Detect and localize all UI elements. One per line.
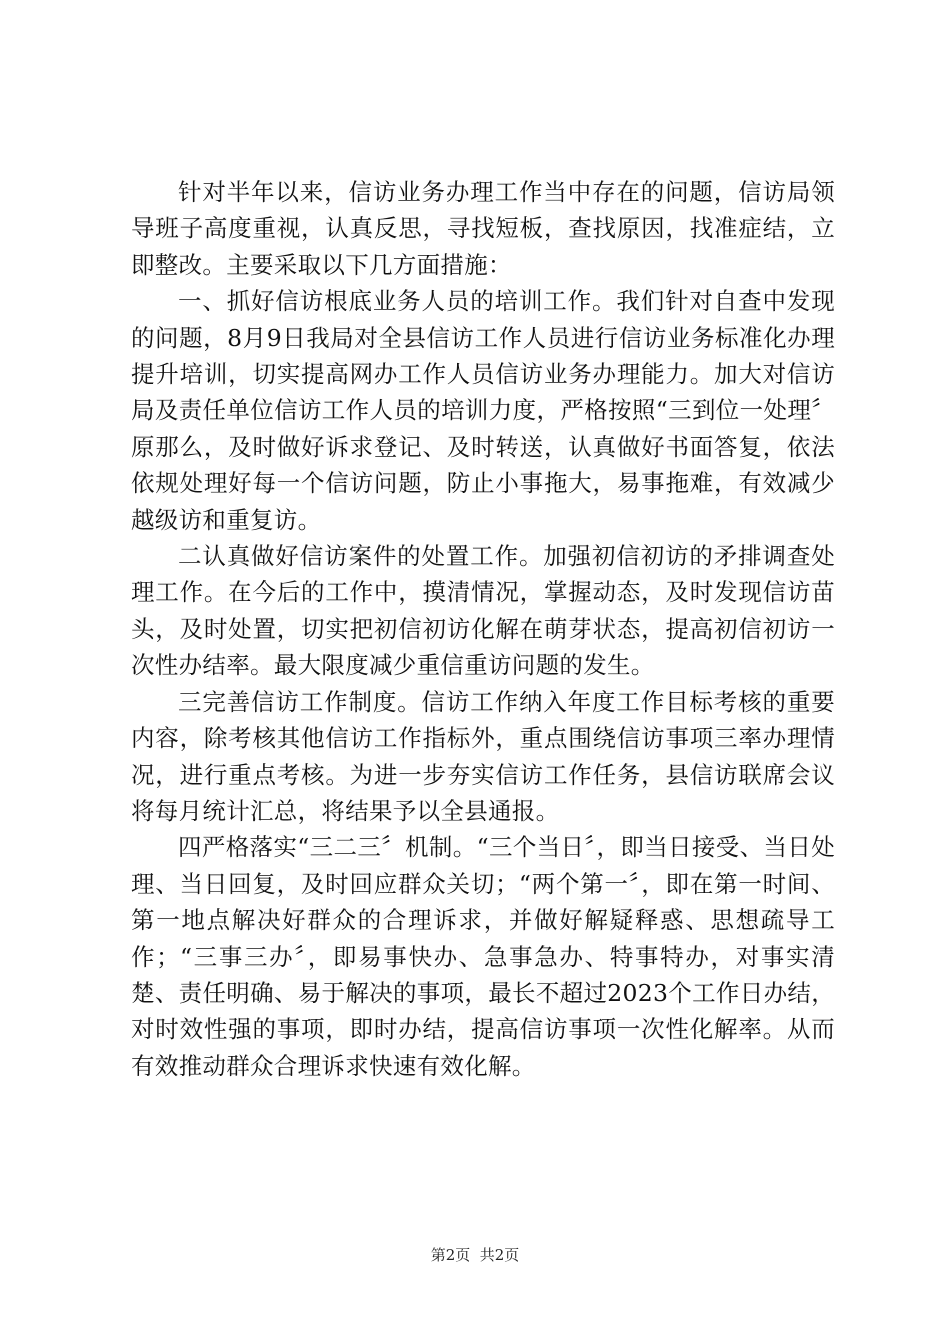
paragraph-measure-1: 一、抓好信访根底业务人员的培训工作。我们针对自查中发现的问题，8月9日我局对全县信访工作人员进行信访业务标准化办理提升培训，切实提高网办工作人员信访业务办理能力。加大对信访局及责任单位信访工作人员的培训力度，严格按照“三到位一处理〞原那么，及时做好诉求登记、及时转送，认真做好书面答复，依法依规处理好每一个信访问题，防止小事拖大，易事拖难，有效减少越级访和重复访。 [131, 287, 835, 534]
paragraph-intro: 针对半年以来，信访业务办理工作当中存在的问题，信访局领导班子高度重视，认真反思，寻找短板，查找原因，找准症结，立即整改。主要采取以下几方面措施： [131, 178, 835, 279]
page-footer [0, 1245, 950, 1265]
document-body [131, 174, 835, 1084]
paragraph-measure-3: 三完善信访工作制度。信访工作纳入年度工作目标考核的重要内容，除考核其他信访工作指标外，重点围绕信访事项三率办理情况，进行重点考核。为进一步夯实信访工作任务，县信访联席会议将每月统计汇总，将结果予以全县通报。 [131, 687, 835, 825]
paragraph-measure-2: 二认真做好信访案件的处置工作。加强初信初访的矛排调查处理工作。在今后的工作中，摸清情况，掌握动态，及时发现信访苗头，及时处置，切实把初信初访化解在萌芽状态，提高初信初访一次性办结率。最大限度减少重信重访问题的发生。 [131, 542, 835, 680]
page-number: 第2页 共2页 [430, 1246, 520, 1264]
paragraph-measure-4: 四严格落实“三二三〞机制。“三个当日〞，即当日接受、当日处理、当日回复，及时回应群众关切；“两个第一〞，即在第一时间、第一地点解决好群众的合理诉求，并做好解疑释惑、思想疏导工作；“三事三办〞，即易事快办、急事急办、特事特办，对事实清楚、责任明确、易于解决的事项，最长不超过2023个工作日办结，对时效性强的事项，即时办结，提高信访事项一次性化解率。从而有效推动群众合理诉求快速有效化解。 [131, 833, 835, 1080]
